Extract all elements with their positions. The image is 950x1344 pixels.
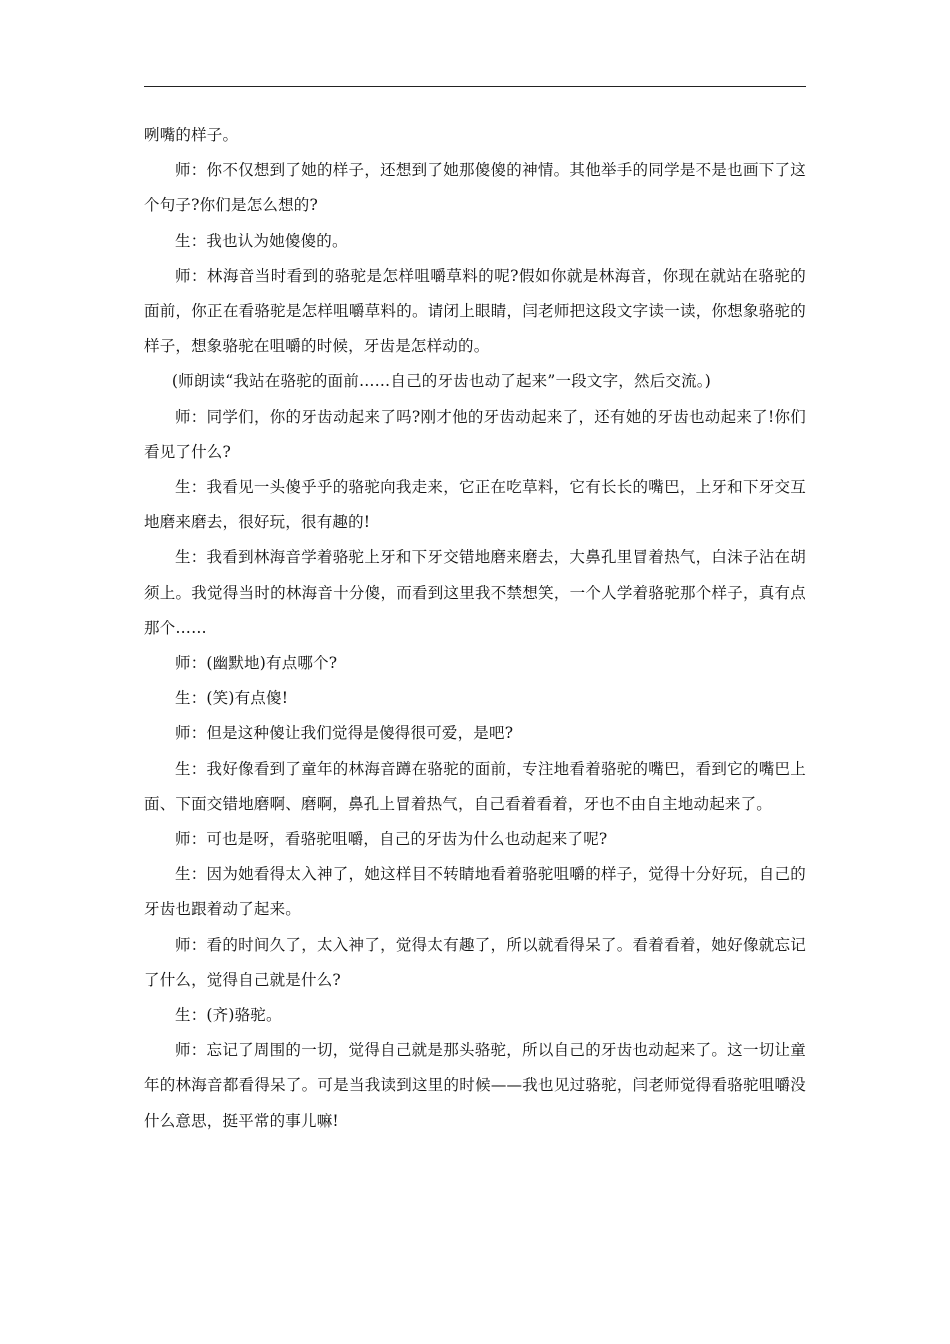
- paragraph-teacher: 师：你不仅想到了她的样子，还想到了她那傻傻的神情。其他举手的同学是不是也画下了这个句子?你们是怎么想的?: [144, 161, 806, 215]
- paragraph-student: 生：我看见一头傻乎乎的骆驼向我走来，它正在吃草料，它有长长的嘴巴，上牙和下牙交互地磨来磨去，很好玩，很有趣的!: [144, 478, 806, 532]
- paragraph-continuation: 咧嘴的样子。: [144, 126, 239, 144]
- paragraph-teacher: 师：可也是呀，看骆驼咀嚼，自己的牙齿为什么也动起来了呢?: [175, 830, 608, 849]
- paragraph-student: 生：(笑)有点傻!: [175, 689, 289, 708]
- paragraph-student: 生：(齐)骆驼。: [175, 1006, 282, 1025]
- paragraph-student: 生：我也认为她傻傻的。: [175, 231, 348, 250]
- paragraph-teacher: 师：但是这种傻让我们觉得是傻得很可爱，是吧?: [175, 724, 514, 743]
- paragraph-teacher: 师：忘记了周围的一切，觉得自己就是那头骆驼，所以自己的牙齿也动起来了。这一切让童年的林海音都看得呆了。可是当我读到这里的时候——我也见过骆驼，闫老师觉得看骆驼咀嚼没什么意思，挺平常的事儿嘛!: [144, 1041, 806, 1130]
- document-body: [144, 118, 806, 1139]
- paragraph-student: 生：我好像看到了童年的林海音蹲在骆驼的面前，专注地看着骆驼的嘴巴，看到它的嘴巴上面、下面交错地磨啊、磨啊，鼻孔上冒着热气，自己看着看着，牙也不由自主地动起来了。: [144, 759, 806, 813]
- paragraph-stage-note: (师朗读“我站在骆驼的面前……自己的牙齿也动了起来”一段文字，然后交流。): [171, 372, 711, 391]
- paragraph-teacher: 师：同学们，你的牙齿动起来了吗?刚才他的牙齿动起来了，还有她的牙齿也动起来了!你们看见了什么?: [144, 407, 806, 461]
- paragraph-teacher: 师：(幽默地)有点哪个?: [175, 654, 338, 673]
- paragraph-teacher: 师：看的时间久了，太入神了，觉得太有趣了，所以就看得呆了。看着看着，她好像就忘记了什么，觉得自己就是什么?: [144, 935, 806, 989]
- paragraph-student: 生：因为她看得太入神了，她这样目不转睛地看着骆驼咀嚼的样子，觉得十分好玩，自己的牙齿也跟着动了起来。: [144, 865, 806, 919]
- paragraph-teacher: 师：林海音当时看到的骆驼是怎样咀嚼草料的呢?假如你就是林海音，你现在就站在骆驼的面前，你正在看骆驼是怎样咀嚼草料的。请闭上眼睛，闫老师把这段文字读一读，你想象骆驼的样子，想象骆驼在咀嚼的时候，牙齿是怎样动的。: [144, 266, 806, 356]
- paragraph-student: 生：我看到林海音学着骆驼上牙和下牙交错地磨来磨去，大鼻孔里冒着热气，白沫子沾在胡须上。我觉得当时的林海音十分傻，而看到这里我不禁想笑，一个人学着骆驼那个样子，真有点那个……: [144, 548, 806, 637]
- header-rule: [144, 86, 806, 87]
